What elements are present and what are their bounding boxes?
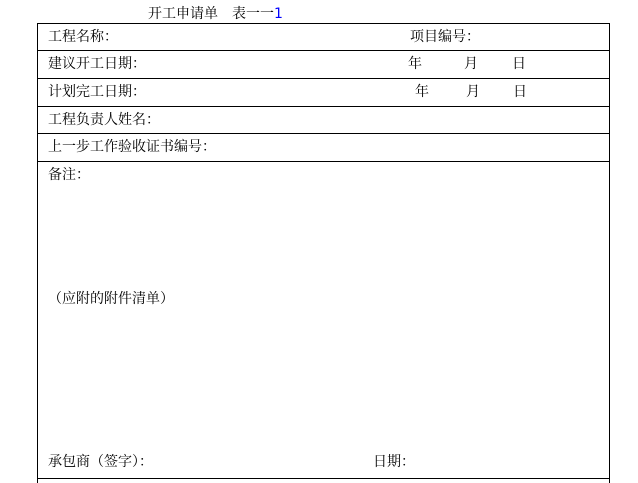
row-proposed-start-date [38, 51, 609, 79]
application-form-table [37, 23, 610, 483]
planned-finish-date-label: 计划完工日期： [48, 84, 146, 100]
day-label: 日 [513, 84, 527, 100]
remarks-label: 备注： [48, 167, 90, 183]
project-manager-name-label: 工程负责人姓名： [48, 112, 160, 128]
page-title [148, 3, 283, 23]
proposed-start-date-label: 建议开工日期： [48, 56, 146, 72]
row-planned-finish-date [38, 79, 609, 107]
contractor-signature-label: 承包商（签字）： [48, 454, 153, 470]
project-name-label: 工程名称： [48, 29, 118, 45]
row-project-name [38, 24, 609, 51]
day-label: 日 [512, 56, 526, 72]
row-project-manager-name [38, 107, 609, 134]
table-label-text: 表一一 [232, 6, 274, 22]
attachment-list-note: （应附的附件清单） [48, 291, 174, 307]
month-label: 月 [464, 56, 478, 72]
year-label: 年 [415, 84, 429, 100]
table-number-text: 1 [274, 6, 283, 22]
previous-acceptance-certificate-label: 上一步工作验收证书编号： [48, 139, 216, 155]
remarks-cell [38, 162, 609, 479]
row-previous-acceptance-certificate [38, 134, 609, 162]
project-number-label: 项目编号： [410, 29, 480, 45]
form-title-text: 开工申请单 [148, 6, 218, 22]
month-label: 月 [466, 84, 480, 100]
year-label: 年 [408, 56, 422, 72]
date-label: 日期： [373, 454, 415, 470]
